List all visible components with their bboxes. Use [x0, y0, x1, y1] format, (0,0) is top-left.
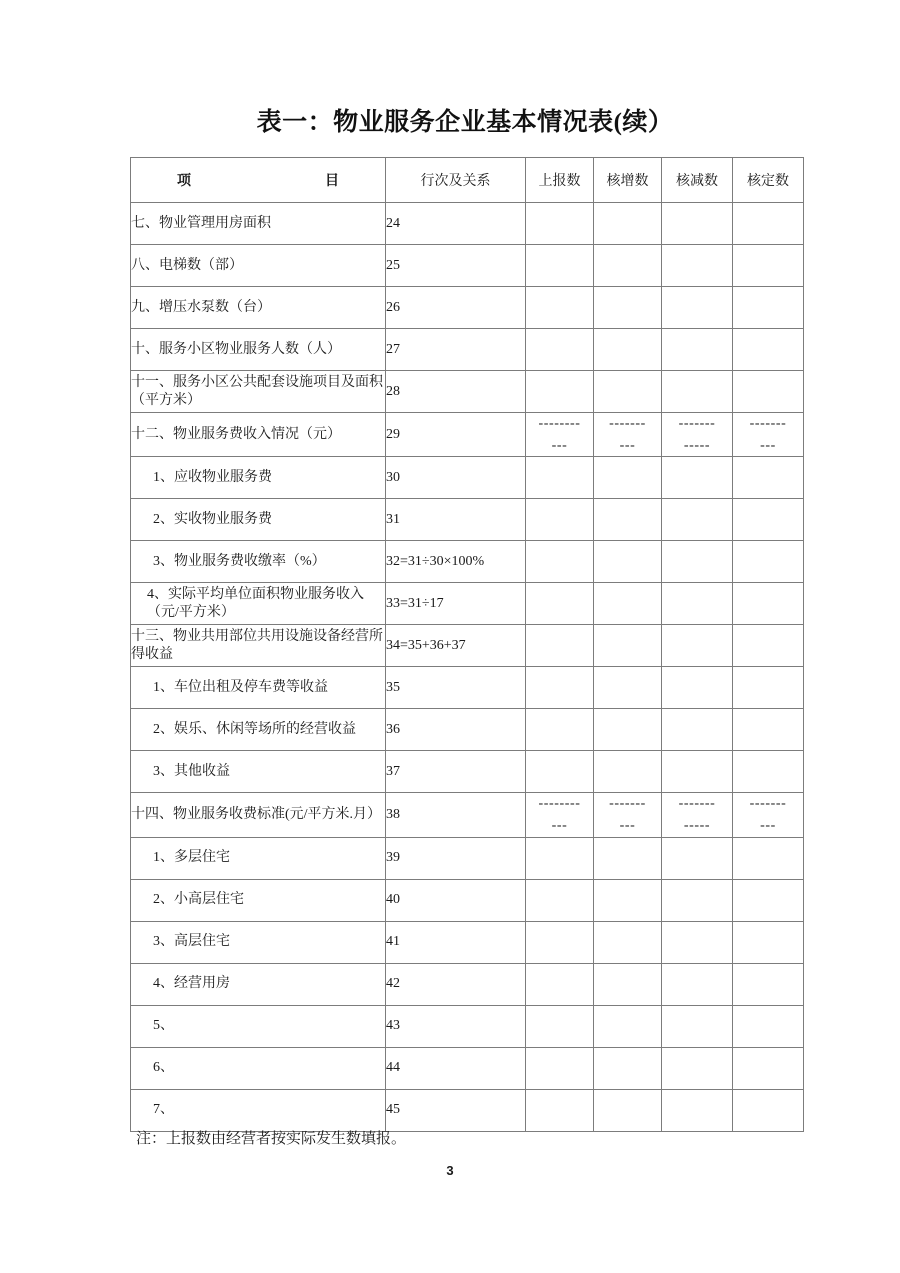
row-value-approved[interactable] — [733, 793, 804, 837]
dash-mark-line1: ------- — [678, 416, 716, 431]
column-header-increase: 核增数 — [594, 158, 662, 203]
table-row — [131, 793, 804, 837]
page-title: 表一：物业服务企业基本情况表(续） — [256, 109, 674, 136]
row-value-reported[interactable] — [526, 1005, 594, 1047]
row-value-approved[interactable] — [733, 541, 804, 583]
table-row — [131, 371, 804, 413]
table-row — [131, 203, 804, 245]
row-value-increase[interactable] — [594, 541, 662, 583]
column-header-item — [131, 158, 386, 203]
dash-mark-line1: ------- — [749, 416, 787, 431]
row-item-label: 2、娱乐、休闲等场所的经营收益 — [131, 709, 386, 751]
dash-mark-line2: ----- — [683, 437, 711, 453]
row-value-reported[interactable] — [526, 371, 594, 413]
row-value-increase[interactable] — [594, 1047, 662, 1089]
table-header-row — [131, 158, 804, 203]
row-line-number: 30 — [386, 457, 526, 499]
row-value-approved[interactable] — [733, 709, 804, 751]
row-value-increase[interactable] — [594, 879, 662, 921]
row-value-decrease[interactable] — [662, 457, 733, 499]
table-row — [131, 413, 804, 457]
row-item-label: 6、 — [131, 1047, 386, 1089]
row-value-reported[interactable] — [526, 709, 594, 751]
row-item-label: 十三、物业共用部位共用设施设备经营所得收益 — [131, 625, 386, 667]
row-value-decrease[interactable] — [662, 1047, 733, 1089]
row-value-reported[interactable] — [526, 963, 594, 1005]
row-value-decrease[interactable] — [662, 963, 733, 1005]
row-line-number: 37 — [386, 751, 526, 793]
row-value-reported[interactable] — [526, 287, 594, 329]
row-value-approved[interactable] — [733, 329, 804, 371]
row-value-increase[interactable] — [594, 583, 662, 625]
row-line-number: 25 — [386, 245, 526, 287]
row-line-number: 43 — [386, 1005, 526, 1047]
column-header-item-label: 项 目 — [177, 174, 339, 189]
row-item-label: 4、经营用房 — [131, 963, 386, 1005]
row-item-label: 八、电梯数（部） — [131, 245, 386, 287]
table-row — [131, 709, 804, 751]
row-value-reported[interactable] — [526, 751, 594, 793]
row-line-number: 35 — [386, 667, 526, 709]
row-value-decrease[interactable] — [662, 245, 733, 287]
row-value-increase[interactable] — [594, 203, 662, 245]
row-line-number: 40 — [386, 879, 526, 921]
row-value-approved[interactable] — [733, 245, 804, 287]
dash-mark-line2: --- — [551, 437, 568, 453]
row-line-number: 39 — [386, 837, 526, 879]
row-value-reported[interactable] — [526, 667, 594, 709]
table-row — [131, 541, 804, 583]
row-value-approved[interactable] — [733, 287, 804, 329]
dash-mark-line2: --- — [760, 437, 776, 453]
row-item-label: 1、车位出租及停车费等收益 — [131, 667, 386, 709]
row-item-label: 1、多层住宅 — [131, 837, 386, 879]
row-value-approved[interactable] — [733, 837, 804, 879]
row-line-number: 27 — [386, 329, 526, 371]
dash-mark-line2: --- — [760, 818, 776, 834]
row-value-approved[interactable] — [733, 413, 804, 457]
row-item-label: 3、物业服务费收缴率（%） — [131, 541, 386, 583]
row-value-decrease[interactable] — [662, 751, 733, 793]
row-line-number: 31 — [386, 499, 526, 541]
dash-mark-line1: -------- — [538, 796, 581, 812]
row-value-decrease[interactable] — [662, 879, 733, 921]
table-body — [131, 203, 804, 1132]
table-row — [131, 751, 804, 793]
table-row — [131, 457, 804, 499]
table-row — [131, 879, 804, 921]
dash-mark-line1: ------- — [609, 416, 646, 431]
row-value-reported[interactable] — [526, 329, 594, 371]
row-item-label: 1、应收物业服务费 — [131, 457, 386, 499]
column-header-reported: 上报数 — [526, 158, 594, 203]
row-value-approved[interactable] — [733, 1005, 804, 1047]
column-header-decrease: 核减数 — [662, 158, 733, 203]
row-value-approved[interactable] — [733, 625, 804, 667]
table-row — [131, 921, 804, 963]
row-value-reported[interactable] — [526, 879, 594, 921]
row-value-decrease[interactable] — [662, 413, 733, 457]
row-value-decrease[interactable] — [662, 371, 733, 413]
row-value-reported[interactable] — [526, 457, 594, 499]
row-line-number: 45 — [386, 1089, 526, 1131]
row-value-approved[interactable] — [733, 1047, 804, 1089]
row-value-decrease[interactable] — [662, 837, 733, 879]
table-header — [131, 158, 804, 203]
row-value-increase[interactable] — [594, 371, 662, 413]
column-header-approved: 核定数 — [733, 158, 804, 203]
row-item-label: 十、服务小区物业服务人数（人） — [131, 329, 386, 371]
row-value-approved[interactable] — [733, 1089, 804, 1131]
row-value-reported[interactable] — [526, 413, 594, 457]
dash-mark-line1: ------- — [678, 796, 716, 812]
row-line-number: 32=31÷30×100% — [386, 541, 526, 583]
row-item-label: 2、实收物业服务费 — [131, 499, 386, 541]
row-value-increase[interactable] — [594, 667, 662, 709]
row-value-approved[interactable] — [733, 457, 804, 499]
row-item-label: 九、增压水泵数（台） — [131, 287, 386, 329]
row-value-reported[interactable] — [526, 921, 594, 963]
row-item-label: 十二、物业服务费收入情况（元） — [131, 413, 386, 457]
row-line-number: 28 — [386, 371, 526, 413]
row-value-reported[interactable] — [526, 793, 594, 837]
row-item-label: 4、实际平均单位面积物业服务收入（元/平方米） — [131, 583, 386, 625]
table-row — [131, 1005, 804, 1047]
row-value-reported[interactable] — [526, 245, 594, 287]
column-header-line-no: 行次及关系 — [386, 158, 526, 203]
row-item-label: 十四、物业服务收费标准(元/平方米.月） — [131, 793, 386, 837]
table-row — [131, 287, 804, 329]
row-value-decrease[interactable] — [662, 1089, 733, 1131]
row-value-decrease[interactable] — [662, 499, 733, 541]
row-value-approved[interactable] — [733, 583, 804, 625]
row-value-increase[interactable] — [594, 413, 662, 457]
row-line-number: 29 — [386, 413, 526, 457]
row-value-decrease[interactable] — [662, 667, 733, 709]
row-value-reported[interactable] — [526, 583, 594, 625]
row-item-label: 2、小高层住宅 — [131, 879, 386, 921]
table-row — [131, 499, 804, 541]
row-value-decrease[interactable] — [662, 793, 733, 837]
row-line-number: 34=35+36+37 — [386, 625, 526, 667]
dash-mark-line1: ------- — [749, 796, 787, 812]
row-value-reported[interactable] — [526, 541, 594, 583]
table-row — [131, 329, 804, 371]
row-value-decrease[interactable] — [662, 625, 733, 667]
row-value-reported[interactable] — [526, 1047, 594, 1089]
row-value-approved[interactable] — [733, 921, 804, 963]
row-value-increase[interactable] — [594, 499, 662, 541]
row-line-number: 42 — [386, 963, 526, 1005]
row-value-reported[interactable] — [526, 625, 594, 667]
dash-mark-line1: ------- — [609, 796, 646, 812]
table-row — [131, 837, 804, 879]
table-row — [131, 667, 804, 709]
row-value-increase[interactable] — [594, 921, 662, 963]
row-value-approved[interactable] — [733, 371, 804, 413]
table-row — [131, 1089, 804, 1131]
row-value-increase[interactable] — [594, 287, 662, 329]
row-value-decrease[interactable] — [662, 921, 733, 963]
dash-mark-line2: --- — [551, 818, 568, 834]
table-row — [131, 1047, 804, 1089]
row-line-number: 26 — [386, 287, 526, 329]
row-value-decrease[interactable] — [662, 1005, 733, 1047]
row-line-number: 44 — [386, 1047, 526, 1089]
row-line-number: 38 — [386, 793, 526, 837]
row-value-increase[interactable] — [594, 457, 662, 499]
row-value-approved[interactable] — [733, 667, 804, 709]
row-value-approved[interactable] — [733, 879, 804, 921]
row-line-number: 24 — [386, 203, 526, 245]
dash-mark-line1: -------- — [538, 416, 581, 431]
row-value-increase[interactable] — [594, 1005, 662, 1047]
row-line-number: 36 — [386, 709, 526, 751]
dash-mark-line2: --- — [619, 437, 636, 453]
property-service-form-table — [130, 157, 804, 1132]
row-line-number: 33=31÷17 — [386, 583, 526, 625]
row-value-decrease[interactable] — [662, 203, 733, 245]
row-item-label: 3、高层住宅 — [131, 921, 386, 963]
page-number: 3 — [446, 1163, 454, 1178]
table-row — [131, 245, 804, 287]
table-row — [131, 583, 804, 625]
row-value-approved[interactable] — [733, 499, 804, 541]
row-value-approved[interactable] — [733, 963, 804, 1005]
row-value-reported[interactable] — [526, 203, 594, 245]
row-value-reported[interactable] — [526, 837, 594, 879]
row-value-increase[interactable] — [594, 625, 662, 667]
row-value-reported[interactable] — [526, 499, 594, 541]
dash-mark-line2: --- — [619, 818, 636, 834]
row-value-increase[interactable] — [594, 837, 662, 879]
footnote: 注：上报数由经营者按实际发生数填报。 — [136, 1131, 407, 1147]
row-item-label: 7、 — [131, 1089, 386, 1131]
row-value-increase[interactable] — [594, 793, 662, 837]
row-value-increase[interactable] — [594, 329, 662, 371]
row-value-approved[interactable] — [733, 203, 804, 245]
row-value-decrease[interactable] — [662, 287, 733, 329]
row-value-decrease[interactable] — [662, 329, 733, 371]
row-value-increase[interactable] — [594, 1089, 662, 1131]
row-value-decrease[interactable] — [662, 583, 733, 625]
row-value-increase[interactable] — [594, 751, 662, 793]
row-value-increase[interactable] — [594, 709, 662, 751]
table-row — [131, 963, 804, 1005]
table-row — [131, 625, 804, 667]
row-item-label: 七、物业管理用房面积 — [131, 203, 386, 245]
dash-mark-line2: ----- — [683, 818, 711, 834]
row-value-reported[interactable] — [526, 1089, 594, 1131]
row-value-decrease[interactable] — [662, 709, 733, 751]
row-item-label: 5、 — [131, 1005, 386, 1047]
row-item-label: 3、其他收益 — [131, 751, 386, 793]
row-line-number: 41 — [386, 921, 526, 963]
row-value-increase[interactable] — [594, 963, 662, 1005]
row-item-label: 十一、服务小区公共配套设施项目及面积（平方米） — [131, 371, 386, 413]
row-value-decrease[interactable] — [662, 541, 733, 583]
row-value-approved[interactable] — [733, 751, 804, 793]
row-value-increase[interactable] — [594, 245, 662, 287]
